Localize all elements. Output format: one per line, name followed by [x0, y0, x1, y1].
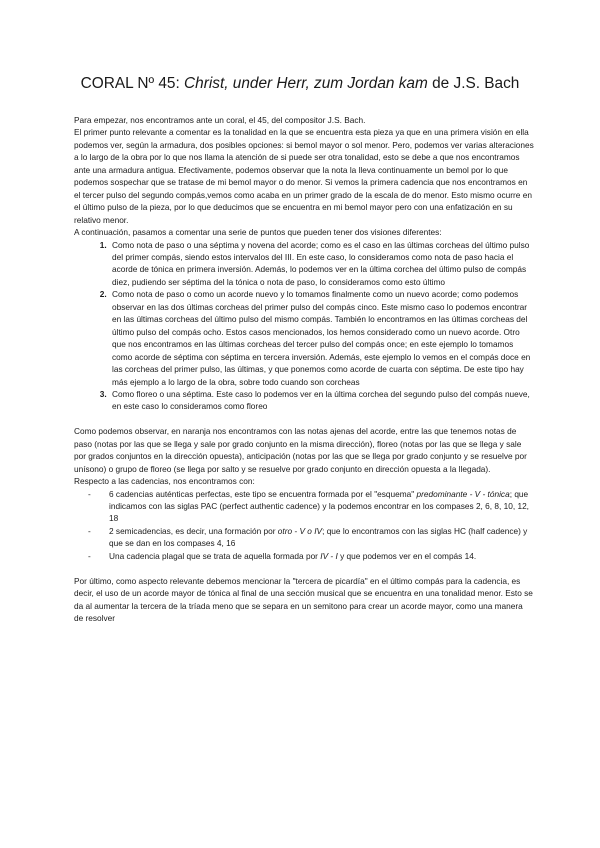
- cadence-text: ; que indicamos con las siglas PAC (perfect authentic cadence) y la podemos encontrar en los compases 2, 6, 8, 10, 12, 18: [109, 488, 529, 524]
- numbered-list: [74, 239, 534, 413]
- cadence-formula: predominante - V - tónica: [416, 488, 510, 499]
- cadence-item-3: [74, 550, 534, 562]
- spacer: [74, 562, 534, 574]
- cadence-text: 6 cadencias auténticas perfectas, este tipo se encuentra formada por el "esquema": [109, 488, 417, 499]
- intro-paragraph-2: El primer punto relevante a comentar es la tonalidad en la que se encuentra esta pieza ya que en una primera visión en ella podemos ver, según la armadura, dos posibles opciones: si bemol mayor o sol menor. Pero, podemos ver varias alteraciones a lo largo de la obra por lo que nos llama la atención de si puede ser otra tonalidad, esto se debe a que nos encontramos ante una armadura antigua. Efectivamente, podemos observar que la nota la lleva continuamente un bemol por lo que podemos sospechar que se tratase de mi bemol mayor o do menor. Si vemos la primera cadencia que nos encontramos en el tercer pulso del segundo compás,vemos como acaba en un primer grado de la escala de do menor. Esto mismo ocurre en el último pulso de la pieza, por lo que deducimos que se encuentra en mi bemol mayor pero con una enfatización en su relativo menor.: [74, 127, 534, 225]
- cadence-text: y que podemos ver en el compás 14.: [337, 550, 477, 561]
- document-title: [70, 73, 530, 94]
- dash-marker: -: [88, 550, 91, 561]
- cadence-formula: otro - V o IV: [277, 525, 323, 536]
- title-piece-name: Christ, under Herr, zum Jordan kam: [184, 75, 428, 92]
- title-prefix: CORAL Nº 45:: [80, 75, 185, 92]
- cadence-item-1: [74, 488, 534, 525]
- cadence-text: ; que lo encontramos con las siglas HC (half cadence) y que se dan en los compases 4, 16: [109, 525, 528, 549]
- dash-marker: -: [88, 488, 91, 499]
- intro-paragraph-3: A continuación, pasamos a comentar una serie de puntos que pueden tener dos visiones diferentes:: [74, 227, 442, 238]
- numbered-item-3: 3. Como floreo o una séptima. Este caso lo podemos ver en la última corchea del segundo pulso del compás nueve, en este caso lo consideramos como floreo: [109, 388, 534, 413]
- spacer: [74, 413, 534, 425]
- cadence-formula: IV - I: [320, 550, 338, 561]
- title-suffix: de J.S. Bach: [427, 75, 520, 92]
- closing-paragraph: Por último, como aspecto relevante debemos mencionar la "tercera de picardía" en el último compás para la cadencia, es decir, el uso de un acorde mayor de tónica al final de una sección musical que se encuentra en una tonalidad menor. Esto se da al aumentar la tercera de la tríada meno que se separa en un semitono para crear un acorde mayor, como una manera de resolver: [74, 575, 533, 624]
- numbered-item-2: 2. Como nota de paso o como un acorde nuevo y lo tomamos finalmente como un nuevo acorde; como podemos observar en las dos últimas corcheas del primer pulso del compás cinco. Este mismo caso lo podemos encontrar en las últimas corcheas del último pulso del mismo compás. También lo encontramos en las últimas corcheas del último pulso del compás ocho. Estos casos mencionados, los hemos considerado como un nuevo acorde. Otro que nos encontramos en las últimas corcheas del tercer pulso del compás once; en este ejemplo lo tomamos como acorde de séptima con séptima en tercera inversión. Además, este ejemplo lo vemos en el compás doce en las corcheas del primer pulso, las últimas, y que ponemos como acorde de cuarta con séptima. De este tipo hay más ejemplo a lo largo de la obra, sobre todo cuando son corcheas: [109, 288, 534, 388]
- document-body: [74, 114, 534, 625]
- cadence-text: Una cadencia plagal que se trata de aquella formada por: [109, 550, 321, 561]
- intro-paragraph-1: Para empezar, nos encontramos ante un coral, el 45, del compositor J.S. Bach.: [74, 115, 366, 125]
- middle-paragraph: Como podemos observar, en naranja nos encontramos con las notas ajenas del acorde, entre las que tenemos notas de paso (notas por las que se llega y sale por grado conjunto en la misma dirección), floreo (notas por las que se llega y sale por grados conjuntos en la dirección opuesta), anticipación (notas por las que se llega por grado conjunto y se resuelve por unísono) o grupo de floreo (se llega por salto y se resuelve por grado conjunto en dirección opuesta a la llegada).: [74, 426, 527, 474]
- cadence-item-2: [74, 525, 534, 550]
- numbered-item-1: 1. Como nota de paso o una séptima y novena del acorde; como es el caso en las últimas corcheas del último pulso del primer compás, siendo estos intervalos del III. En este caso, lo consideramos como nota de paso hacia el acorde de tónica en primera inversión. Además, lo podemos ver en la última corchea del último pulso de compás diez, pudiendo ser séptima del la tónica o nota de paso, lo consideramos como esto último: [109, 239, 534, 289]
- cadences-intro: Respecto a las cadencias, nos encontramos con:: [74, 476, 255, 487]
- cadence-list: [74, 488, 534, 563]
- dash-marker: -: [88, 525, 91, 536]
- cadence-text: 2 semicadencias, es decir, una formación por: [109, 525, 278, 536]
